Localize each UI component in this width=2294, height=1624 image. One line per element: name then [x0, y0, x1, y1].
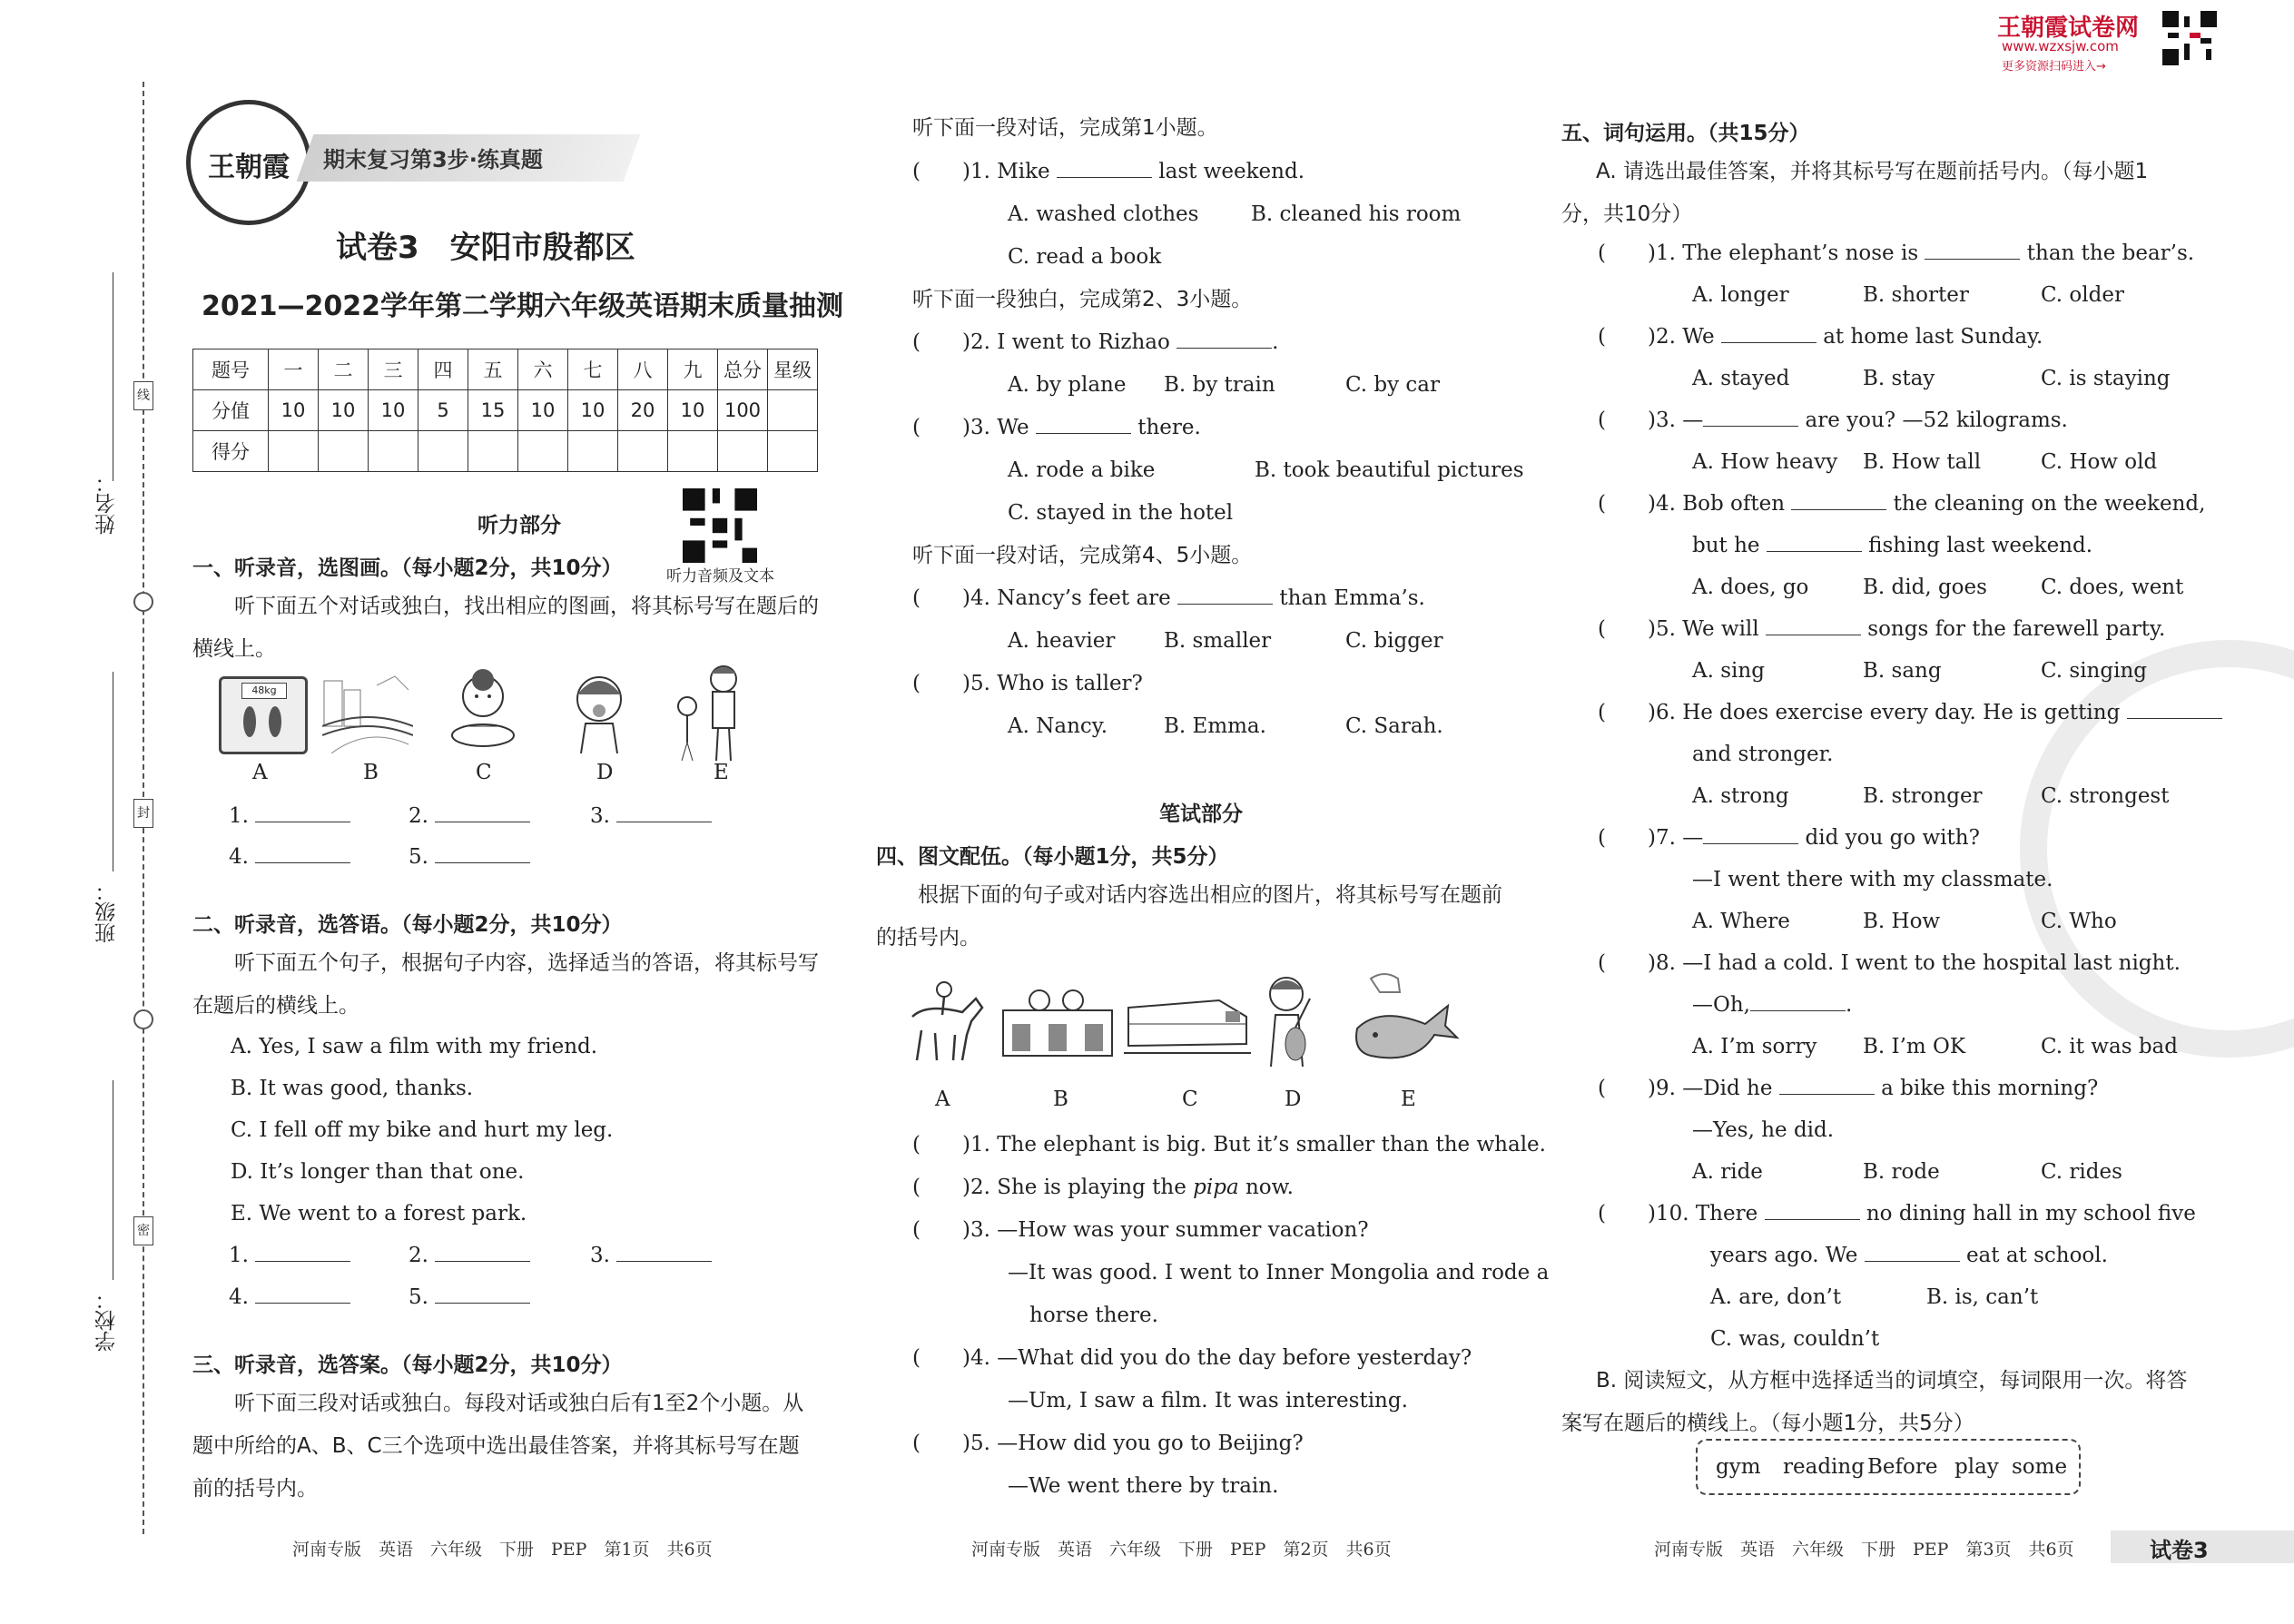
- sec1-blank-1[interactable]: 1.: [229, 795, 350, 838]
- sec5-q8-option-a: A. I’m sorry: [1692, 1035, 1817, 1058]
- score-table-got-row: 得分: [193, 431, 818, 472]
- sec2-option-b: B. It was good, thanks.: [231, 1077, 474, 1100]
- brand-seal-logo: [186, 100, 311, 225]
- writing-title: 笔试部分: [1159, 802, 1243, 826]
- sec5-q1-option-a: A. longer: [1692, 283, 1789, 307]
- col2-q2-option-b: B. by train: [1164, 373, 1275, 397]
- girl-eating-picture: [445, 667, 522, 753]
- sec1-label-a: A: [252, 761, 268, 784]
- boy-riding-horse-picture: [899, 980, 989, 1062]
- sec5-q9-option-a: A. ride: [1692, 1160, 1763, 1184]
- boys-height-picture: [667, 663, 753, 763]
- col2-intro-3: 听下面一段对话，完成第4、5小题。: [912, 544, 1253, 567]
- listening-title: 听力部分: [478, 514, 561, 537]
- col2-q4-option-c: C. bigger: [1345, 629, 1443, 653]
- sec4-item-3-answer-cont: horse there.: [1029, 1304, 1158, 1327]
- sec5-q9-answer: —Yes, he did.: [1692, 1118, 1835, 1142]
- col2-q2-option-c: C. by car: [1345, 373, 1441, 397]
- sec4-item-5-answer: —We went there by train.: [1008, 1474, 1279, 1498]
- col2-q3-stem: ( )3. We there.: [912, 416, 1201, 439]
- col2-q1-option-c: C. read a book: [1008, 245, 1162, 269]
- sec5-q7: ( )7. — did you go with?: [1598, 826, 1980, 850]
- sec2-blank-1[interactable]: 1.: [229, 1235, 350, 1277]
- sec5-instructions-a: A. 请选出最佳答案，并将其标号写在题前括号内。（每小题1分，共10分）: [1561, 160, 2149, 226]
- col2-q1-stem: ( )1. Mike last weekend.: [912, 160, 1305, 183]
- page-subtitle: 2021—2022学年第二学期六年级英语期末质量抽测: [202, 290, 843, 322]
- sec1-label-b: B: [363, 761, 379, 784]
- sec5-q2: ( )2. We at home last Sunday.: [1598, 325, 2043, 349]
- col2-q2-option-a: A. by plane: [1008, 373, 1127, 397]
- sec2-option-e: E. We went to a forest park.: [231, 1202, 527, 1225]
- footer-page-1: 河南专版 英语 六年级 下册 PEP 第1页 共6页: [292, 1540, 713, 1560]
- sec3-instructions: 听下面三段对话或独白。每段对话或独白后有1至2个小题。从题中所给的A、B、C三个选项中选出最佳答案，并将其标号写在题前的括号内。: [192, 1392, 804, 1501]
- word-box-word: Before: [1867, 1455, 1938, 1479]
- brand-logo-text: 王朝霞试卷网: [1997, 15, 2140, 42]
- footer-page-2: 河南专版 英语 六年级 下册 PEP 第2页 共6页: [971, 1540, 1392, 1560]
- paper-tag: 试卷3: [2150, 1538, 2209, 1563]
- sec4-item-4-answer: —Um, I saw a film. It was interesting.: [1008, 1389, 1408, 1412]
- sec1-blank-5[interactable]: 5.: [409, 836, 530, 879]
- sec4-item-3: ( )3. —How was your summer vacation?: [912, 1218, 1369, 1242]
- sec1-label-c: C: [476, 761, 492, 784]
- sec1-blank-4[interactable]: 4.: [229, 836, 350, 879]
- footprint-icon: [243, 706, 256, 737]
- sec5-q4-option-c: C. does, went: [2041, 576, 2184, 599]
- sec5-q5-option-a: A. sing: [1692, 659, 1765, 683]
- word-box-word: reading: [1783, 1455, 1865, 1479]
- col2-q5-option-a: A. Nancy.: [1008, 714, 1108, 738]
- sec2-instructions: 听下面五个句子，根据句子内容，选择适当的答语，将其标号写在题后的横线上。: [192, 951, 819, 1018]
- binding-hole-icon: [133, 592, 153, 612]
- whale-elephant-picture: [1344, 969, 1462, 1069]
- score-table: [192, 349, 818, 472]
- sec5-q4: ( )4. Bob often the cleaning on the weekend,: [1598, 492, 2206, 516]
- col2-q2-stem: ( )2. I went to Rizhao .: [912, 330, 1279, 354]
- sec5-q2-option-a: A. stayed: [1692, 367, 1790, 390]
- sec5-q7-option-b: B. How: [1863, 910, 1941, 933]
- sec5-q10-option-b: B. is, can’t: [1926, 1285, 2039, 1309]
- sec1-label-e: E: [714, 761, 729, 784]
- girl-coughing-picture: [563, 667, 635, 753]
- sec5-q6-option-a: A. strong: [1692, 784, 1789, 808]
- sec5-q3-option-a: A. How heavy: [1692, 450, 1838, 474]
- sec5-q8: ( )8. —I had a cold. I went to the hospital last night.: [1598, 951, 2181, 975]
- binding-mark-seal: 封: [133, 799, 153, 828]
- page-title: 试卷3 安阳市殷都区: [336, 230, 635, 266]
- col2-q5-stem: ( )5. Who is taller?: [912, 672, 1143, 695]
- sec5-q5-option-c: C. singing: [2041, 659, 2147, 683]
- word-box-word: play: [1954, 1455, 1999, 1479]
- sec2-blank-3[interactable]: 3.: [590, 1235, 712, 1277]
- sec5-q1-option-b: B. shorter: [1863, 283, 1969, 307]
- binding-hole-icon: [133, 1009, 153, 1029]
- cinema-building-picture: [999, 988, 1117, 1060]
- brand-qr-code-icon[interactable]: [2162, 11, 2217, 65]
- sec5-q2-option-b: B. stay: [1863, 367, 1935, 390]
- banner-text: 期末复习第3步·练真题: [323, 147, 543, 172]
- sec4-label-c: C: [1182, 1088, 1198, 1111]
- sec5-q6-option-b: B. stronger: [1863, 784, 1983, 808]
- col2-q4-option-b: B. smaller: [1164, 629, 1272, 653]
- brand-url[interactable]: www.wzxsjw.com: [2002, 38, 2119, 54]
- sec4-item-5: ( )5. —How did you go to Beijing?: [912, 1432, 1304, 1455]
- score-table-header-row: 题号 一 二 三 四 五 六 七 八 九 总分 星级: [193, 349, 818, 390]
- col2-q4-stem: ( )4. Nancy’s feet are than Emma’s.: [912, 586, 1425, 610]
- footprint-icon: [269, 706, 281, 737]
- sec4-item-4: ( )4. —What did you do the day before yesterday?: [912, 1346, 1472, 1370]
- sec5-instructions-b: B. 阅读短文，从方框中选择适当的词填空，每词限用一次。将答案写在题后的横线上。（每小题1分，共5分）: [1561, 1369, 2188, 1435]
- sec2-blank-4[interactable]: 4.: [229, 1276, 350, 1319]
- sec4-item-1: ( )1. The elephant is big. But it’s smaller than the whale.: [912, 1133, 1546, 1156]
- col2-q3-option-b: B. took beautiful pictures: [1255, 458, 1524, 482]
- binding-mark-line: 线: [133, 381, 153, 410]
- binding-class-label: 班级：: [95, 881, 119, 943]
- sec5-q10: ( )10. There no dining hall in my school five: [1598, 1202, 2196, 1225]
- brand-seal-text: 王朝霞: [208, 152, 290, 183]
- sec5-q10-option-a: A. are, don’t: [1710, 1285, 1842, 1309]
- word-box: [1696, 1439, 2081, 1495]
- sec3-title: 三、听录音，选答案。（每小题2分，共10分）: [192, 1353, 623, 1377]
- binding-school-label: 学校：: [95, 1289, 119, 1352]
- audio-qr-code-icon[interactable]: [683, 488, 757, 563]
- sec5-q6-cont: and stronger.: [1692, 743, 1834, 766]
- sec4-item-2: ( )2. She is playing the pipa now.: [912, 1176, 1294, 1199]
- word-box-word: some: [2012, 1455, 2068, 1479]
- sec5-q5: ( )5. We will songs for the farewell party.: [1598, 617, 2166, 641]
- sec5-q6-option-c: C. strongest: [2041, 784, 2170, 808]
- sec2-option-d: D. It’s longer than that one.: [231, 1160, 525, 1184]
- sec1-blank-2[interactable]: 2.: [409, 795, 530, 838]
- sec5-q9-option-c: C. rides: [2041, 1160, 2122, 1184]
- col2-intro-2: 听下面一段独白，完成第2、3小题。: [912, 288, 1253, 311]
- col2-q4-option-a: A. heavier: [1008, 629, 1116, 653]
- sec5-q5-option-b: B. sang: [1863, 659, 1942, 683]
- col2-q1-option-a: A. washed clothes: [1008, 202, 1199, 226]
- sec1-label-d: D: [596, 761, 614, 784]
- girl-playing-pipa-picture: [1257, 971, 1321, 1067]
- sec5-q6: ( )6. He does exercise every day. He is getting: [1598, 692, 2222, 734]
- sec5-q8-answer: —Oh, .: [1692, 993, 1853, 1017]
- sec2-option-a: A. Yes, I saw a film with my friend.: [231, 1035, 598, 1058]
- word-box-word: gym: [1716, 1455, 1761, 1479]
- binding-mark-dense: 密: [133, 1216, 153, 1245]
- sec4-label-b: B: [1053, 1088, 1068, 1111]
- sec5-q3-option-c: C. How old: [2041, 450, 2158, 474]
- sec5-q4-option-b: B. did, goes: [1863, 576, 1987, 599]
- bridge-landscape-picture: [322, 672, 413, 753]
- scale-picture: [219, 676, 308, 754]
- sec5-q10-cont: years ago. We eat at school.: [1710, 1244, 2108, 1267]
- sec5-q7-answer: —I went there with my classmate.: [1692, 868, 2053, 891]
- sec5-q7-option-a: A. Where: [1692, 910, 1790, 933]
- sec4-instructions: 根据下面的句子或对话内容选出相应的图片，将其标号写在题前的括号内。: [876, 883, 1502, 950]
- col2-q5-option-c: C. Sarah.: [1345, 714, 1443, 738]
- sec5-q3-option-b: B. How tall: [1863, 450, 1982, 474]
- sec1-instructions: 听下面五个对话或独白，找出相应的图画，将其标号写在题后的横线上。: [192, 595, 819, 661]
- sec5-q8-option-c: C. it was bad: [2041, 1035, 2178, 1058]
- col2-q3-option-c: C. stayed in the hotel: [1008, 501, 1234, 525]
- sec5-q4-option-a: A. does, go: [1692, 576, 1809, 599]
- sec4-item-3-answer: —It was good. I went to Inner Mongolia and rode a: [1008, 1261, 1550, 1284]
- sec2-title: 二、听录音，选答语。（每小题2分，共10分）: [192, 913, 623, 937]
- audio-qr-caption: 听力音频及文本: [666, 567, 774, 586]
- sec5-q8-option-b: B. I’m OK: [1863, 1035, 1966, 1058]
- sec5-q9: ( )9. —Did he a bike this morning?: [1598, 1077, 2099, 1100]
- sec5-q1: ( )1. The elephant’s nose is than the bear’s.: [1598, 241, 2195, 265]
- binding-name-label: 姓名：: [95, 472, 119, 535]
- col2-q3-option-a: A. rode a bike: [1008, 458, 1156, 482]
- sec4-label-e: E: [1401, 1088, 1416, 1111]
- sec5-q3: ( )3. — are you? —52 kilograms.: [1598, 408, 2068, 432]
- sec2-blank-5[interactable]: 5.: [409, 1276, 530, 1319]
- col2-q1-option-b: B. cleaned his room: [1251, 202, 1462, 226]
- sec2-option-c: C. I fell off my bike and hurt my leg.: [231, 1118, 614, 1142]
- train-picture: [1124, 989, 1251, 1058]
- sec5-q9-option-b: B. rode: [1863, 1160, 1940, 1184]
- sec2-blank-2[interactable]: 2.: [409, 1235, 530, 1277]
- col2-q5-option-b: B. Emma.: [1164, 714, 1266, 738]
- scale-readout: 48kg: [241, 683, 287, 699]
- footer-page-3: 河南专版 英语 六年级 下册 PEP 第3页 共6页: [1654, 1540, 2074, 1560]
- sec4-label-a: A: [935, 1088, 950, 1111]
- sec5-q4-cont: but he fishing last weekend.: [1692, 534, 2093, 557]
- sec5-q1-option-c: C. older: [2041, 283, 2124, 307]
- sec4-title: 四、图文配伍。（每小题1分，共5分）: [876, 845, 1229, 869]
- sec5-title: 五、词句运用。（共15分）: [1561, 122, 1810, 145]
- sec5-q10-option-c: C. was, couldn’t: [1710, 1327, 1880, 1351]
- score-table-points-row: 分值 10 10 10 5 15 10 10 20 10 100: [193, 390, 818, 431]
- col2-intro-1: 听下面一段对话，完成第1小题。: [912, 116, 1218, 140]
- sec4-label-d: D: [1285, 1088, 1302, 1111]
- sec1-title: 一、听录音，选图画。（每小题2分，共10分）: [192, 556, 623, 580]
- sec5-q7-option-c: C. Who: [2041, 910, 2117, 933]
- sec1-blank-3[interactable]: 3.: [590, 795, 712, 838]
- brand-tagline: 更多资源扫码进入→: [2002, 60, 2106, 74]
- sec5-q2-option-c: C. is staying: [2041, 367, 2171, 390]
